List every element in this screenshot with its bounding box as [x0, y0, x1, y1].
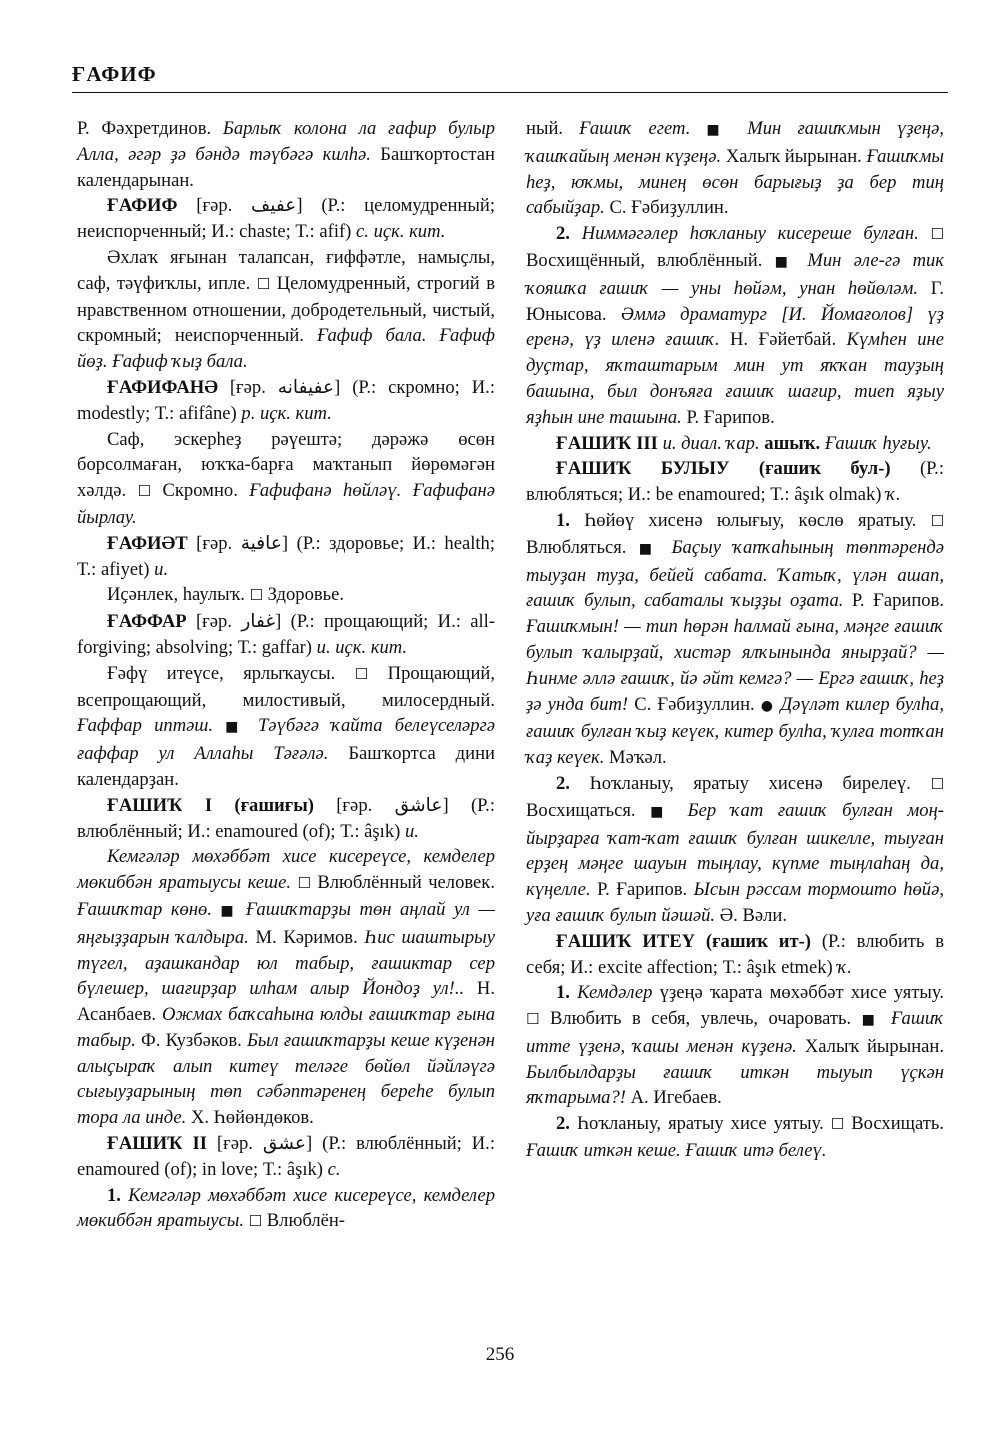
translation-marker: ☐	[248, 1212, 263, 1231]
dictionary-paragraph	[77, 375, 495, 427]
entry-text: Здоровье.	[263, 584, 345, 606]
dictionary-paragraph	[77, 609, 495, 661]
header-rule	[72, 92, 948, 93]
headword: ҒАФИФ	[107, 195, 178, 217]
example-marker: ●	[760, 697, 781, 714]
entry-text: Әммә драматург [И. Йомағолов] үҙ еренә, үҙ иленә ғашиҡ.	[526, 303, 944, 351]
entry-text: Халыҡ йырынан.	[721, 145, 867, 167]
entry-text: Влюбить в себя, увлечь, очаровать.	[539, 1008, 862, 1030]
headword: ашыҡ.	[764, 432, 821, 454]
right-column	[526, 116, 944, 1164]
entry-text: Барлыҡ колона ла ғафир булыр Алла, әгәр ҙә бәндә тәүбәгә килһә.	[77, 118, 495, 165]
translation-marker: ☐	[297, 874, 311, 893]
entry-text: Мин ғашиҡмын үҙеңә, ҡашҡайың менән күҙеңә.	[526, 118, 944, 167]
entry-text: (Р.: влюбляться; И.: be enamoured; Т.: âşık olmak)	[526, 458, 944, 506]
example-marker: ■	[774, 253, 808, 270]
example-marker: ■	[213, 719, 258, 736]
headword: ҒАФИӘТ	[107, 532, 188, 554]
entry-text: [ғәр. عافية] (Р.: здоровье; И.: health; Т.: afiyet)	[77, 532, 495, 580]
entry-text: Ғашиҡмын! — тип һөрән һалмай ғына, мәңге ғашиҡ булып ҡалырҙай, хистәр ялҡынында янырҙай? — Һинме әллә ғашиҡ, йә әйт кемгә? — Ергә ғашиҡ, һеҙ ҙә унда бит!	[526, 616, 944, 715]
entry-text: [ғәр. عشق] (Р.: влюблённый; И.: enamoured (of); in love; Т.: âşık)	[77, 1133, 495, 1180]
example-marker: ■	[638, 540, 672, 557]
entry-text: [ғәр. عاشق] (Р.: влюблённый; И.: enamoured (of); Т.: âşık)	[77, 794, 495, 842]
entry-text: и.	[154, 558, 169, 580]
example-marker: ■	[211, 902, 246, 919]
entry-text: Н. Асанбаев.	[77, 978, 495, 1026]
entry-text: с.	[327, 1158, 341, 1180]
dictionary-paragraph	[77, 844, 495, 1131]
entry-text: ный.	[526, 118, 580, 139]
headword: ҒАШИҠ II	[107, 1133, 207, 1155]
entry-text: Р. Фәхретдинов.	[77, 118, 223, 139]
entry-text: Г. Юнысова.	[526, 277, 944, 325]
dictionary-paragraph	[526, 771, 944, 929]
entry-text: Һоҡланыу, яратыу хисе уятыу.	[576, 1113, 831, 1135]
entry-text: 2.	[556, 223, 582, 245]
entry-text: 1.	[556, 982, 578, 1004]
entry-text: ҡ.	[886, 484, 901, 506]
entry-text: С. Ғәбиҙуллин.	[628, 693, 761, 715]
headword: ҒАШИҠ ИТЕҮ (ғашиҡ ит-)	[556, 930, 812, 952]
dictionary-paragraph	[526, 116, 944, 221]
headword: ҒАШИҠ БУЛЫУ (ғашиҡ бул-)	[556, 458, 891, 480]
entry-text: Ожмах баҡсаһына юлды ғашиҡтар ғына табыр.	[77, 1004, 495, 1051]
entry-text: Ғафифанә һөйләү. Ғафифанә йырлау.	[77, 480, 496, 528]
dictionary-paragraph	[77, 582, 495, 609]
entry-text: Саф, эскерһеҙ рәүештә; дәрәжә өсөн борсолмаған, юҡҡа-барға маҡтанып йөрөмәгән хәлдә.	[77, 428, 495, 502]
entry-text: Ысын рәссам тормошто һөйә, уға ғашиҡ булып йәшәй.	[526, 879, 944, 926]
headword: ҒАФФАР	[107, 611, 187, 633]
entry-text: Восхищённый, влюблённый.	[526, 249, 775, 271]
entry-text: Башҡортса дини календарҙан.	[77, 743, 495, 790]
entry-text: ҡ.	[837, 956, 852, 978]
dictionary-paragraph	[526, 1111, 944, 1164]
entry-text: Һис шаштырыу түгел, аҙашкандар юл табыр, ғашиктар сер бүлешер, шағирҙар илһам алыр Йондоҙ ул!..	[77, 926, 495, 1000]
translation-marker: ☐	[256, 274, 271, 293]
entry-text: и.	[404, 820, 419, 842]
entry-text: [ғәр. عفيفانه] (Р.: скромно; И.: modestly; Т.: afifâne)	[77, 376, 495, 424]
entry-text: Восхищаться.	[526, 799, 651, 821]
entry-text: Бер ҡат ғашиҡ булған моң-йырҙарға ҡат-ҡат ғашиҡ булған шикелле, тыуған ерҙең мәңге шауын тыңлау, күпме тыңлаһаң да, күңелле.	[526, 799, 945, 901]
entry-text: Целомудренный, строгий в нравственном отношении, добродетельный, чистый, скромный; неиспорченный.	[77, 272, 495, 347]
dictionary-paragraph	[77, 531, 495, 583]
entry-text: и. иҫк. кит.	[316, 636, 408, 658]
entry-text: Ә. Вәли.	[715, 904, 787, 926]
dictionary-paragraph	[526, 929, 944, 981]
dictionary-paragraph	[77, 427, 495, 531]
entry-text: Һоҡланыу, яратыу хисенә бирелеү.	[589, 772, 931, 794]
entry-text: үҙеңә ҡарата мөхәббәт хисе уятыу.	[652, 982, 945, 1004]
entry-text: Иҫәнлек, һаулыҡ.	[107, 584, 250, 606]
entry-text: Ғаффар иптәш.	[77, 715, 214, 737]
dictionary-paragraph	[77, 661, 495, 793]
entry-text: Ғашиҡ иткән кеше. Ғашиҡ итә белеү.	[526, 1140, 827, 1162]
entry-text: 1.	[107, 1184, 129, 1206]
entry-text: Скромно.	[151, 480, 250, 502]
dictionary-paragraph	[77, 1131, 495, 1183]
entry-text: Р. Ғарипов.	[590, 879, 694, 901]
dictionary-paragraph	[526, 456, 944, 508]
dictionary-paragraph	[77, 116, 495, 193]
entry-text: Ғашиҡтарҙы төн аңлай ул — яңғыҙҙарын ҡалдыра.	[77, 898, 495, 948]
dictionary-paragraph	[77, 1183, 495, 1236]
entry-text: Ғафиф бала. Ғафиф йөҙ. Ғафиф ҡыҙ бала.	[77, 325, 496, 373]
entry-text: Кемгәләр мөхәббәт хисе кисереүсе, кемделер мөкиббән яратыусы.	[77, 1184, 495, 1232]
entry-text: Ф. Кузбәков.	[135, 1029, 247, 1051]
dictionary-paragraph	[77, 193, 495, 245]
example-marker: ■	[650, 803, 688, 820]
entry-text: Халыҡ йырынан.	[796, 1035, 945, 1057]
entry-text: Баҫыу ҡапҡаһының төптәрендә тыуҙан туҙа, бейей сабата. Ҡатыҡ, үлән ашап, ғашиҡ булып, сабаталы ҡыҙҙы оҙата.	[526, 536, 944, 612]
translation-marker: ☐	[249, 586, 264, 605]
entry-text: Былбылдарҙы ғашиҡ иткән тыуып үҫкән яҡтарыма?!	[526, 1061, 944, 1109]
entry-text: (Р.: влюбить в себя; И.: excite affection; Т.: âşık etmek)	[526, 930, 945, 978]
entry-text: с. иҫк. кит.	[356, 221, 446, 243]
dictionary-paragraph	[526, 221, 944, 430]
entry-text: С. Ғәбиҙуллин.	[604, 197, 729, 219]
left-column	[77, 116, 495, 1235]
example-marker: ■	[861, 1012, 891, 1029]
translation-marker: ☐	[930, 511, 945, 530]
entry-text: Ғашиҡ итте үҙенә, ҡашы менән күҙенә.	[526, 1008, 944, 1057]
entry-text: Ғашиҡ һуғыу.	[824, 432, 932, 454]
entry-text: Күмһен ине дуҫтар, яҡташтарым мин ут яҡҡан тауҙың башына, был донъяға ғашиҡ шағир, тиеп яҙыу яҙһын ине ташына.	[526, 329, 944, 428]
entry-text: и. диал. ҡар.	[662, 432, 760, 454]
entry-text: Р. Ғарипов.	[843, 590, 944, 612]
dictionary-paragraph	[526, 431, 944, 457]
entry-text: Ғашиҡтар көнө.	[77, 898, 212, 920]
entry-text: 2.	[556, 772, 590, 794]
translation-marker: ☐	[930, 774, 945, 793]
entry-text: Тәүбәгә ҡайта белеүселәргә ғаффар ул Аллаһы Тәғәлә.	[77, 715, 495, 765]
entry-text: Р. Ғарипов.	[681, 406, 775, 428]
page-number: 256	[485, 1344, 515, 1365]
entry-text: 1.	[556, 509, 585, 531]
entry-text: А. Игебаев.	[625, 1087, 722, 1109]
dictionary-paragraph	[77, 793, 495, 845]
entry-text: [ғәр. عفيف] (Р.: целомудренный; неиспорченный; И.: chaste; Т.: afif)	[77, 195, 495, 243]
entry-text: Башҡортостан календарынан.	[77, 143, 495, 191]
entry-text: Ғашиҡмы һеҙ, юҡмы, минең өсөн барығыҙ ҙа бер тиң сабыйҙар.	[526, 145, 944, 219]
entry-text: Х. Һөйөндөков.	[186, 1107, 314, 1129]
running-head: ҒАФИФ	[72, 62, 157, 86]
entry-text: Влюблён-	[262, 1210, 346, 1232]
entry-text: Һөйөү хисенә юлығыу, көслө яратыу.	[584, 509, 931, 531]
entry-text: 2.	[556, 1113, 577, 1135]
entry-text: Н. Ғәйетбай.	[719, 329, 847, 351]
entry-text: Кемгәләр мөхәббәт хисе кисереүсе, кемделер мөкиббән яратыусы кеше.	[77, 846, 495, 894]
entry-text: Әхлаҡ яғынан талапсан, ғиффәтле, намыҫлы, саф, тәүфиҡлы, ипле.	[77, 246, 495, 294]
headword: ҒАФИФАНӘ	[107, 376, 218, 398]
entry-text: Ниммәгәлер һоҡланыу кисереше булған.	[581, 223, 919, 245]
entry-text: Дәүләт килер булһа, ғашиҡ булған ҡыҙ кеүек, китер булһа, ҡулға тотҡан ҡаҙ кеүек.	[526, 693, 944, 769]
entry-text: М. Кәримов.	[248, 926, 365, 948]
entry-text: р. иҫк. кит.	[241, 402, 332, 424]
translation-marker: ☐	[354, 664, 369, 683]
entry-text: Мәҡәл.	[604, 747, 667, 769]
entry-text: Был ғашиҡтарҙы кеше күҙенән алыҫыраҡ алып китеү теләге бөйөл йәйләүгә сығыуҙарының төп сәбәптәренең береһе булып тора ла инде.	[77, 1029, 495, 1129]
dictionary-paragraph	[526, 980, 944, 1111]
entry-text: Влюблённый человек.	[310, 872, 495, 894]
entry-text: [ғәр. غفار] (Р.: прощающий; И.: all-forgiving; absolving; Т.: gaffar)	[77, 611, 495, 658]
entry-text: Ғашиҡ егет.	[579, 118, 691, 139]
entry-text: Прощающий, всепрощающий, милостивый, милосердный.	[77, 662, 496, 711]
entry-text: Мин әле-гә тик ҡояшҡа ғашиҡ — уны һөйәм, унан һөйөләм.	[526, 249, 944, 299]
translation-marker: ☐	[137, 482, 152, 501]
entry-text: Восхищать.	[844, 1113, 944, 1135]
translation-marker: ☐	[830, 1115, 845, 1134]
translation-marker: ☐	[526, 1010, 540, 1029]
example-marker: ■	[690, 122, 748, 138]
entry-text: Кемдәлер	[577, 982, 653, 1004]
dictionary-paragraph	[77, 245, 495, 375]
headword: ҒАШИҠ III	[556, 432, 658, 454]
translation-marker: ☐	[930, 225, 944, 244]
entry-text: Ғәфү итеүсе, ярлыҡаусы.	[107, 662, 355, 684]
entry-text: Влюбляться.	[526, 536, 639, 558]
headword: ҒАШИҠ I (ғашиғы)	[107, 794, 314, 816]
dictionary-paragraph	[526, 508, 944, 771]
entry-text	[919, 223, 931, 244]
